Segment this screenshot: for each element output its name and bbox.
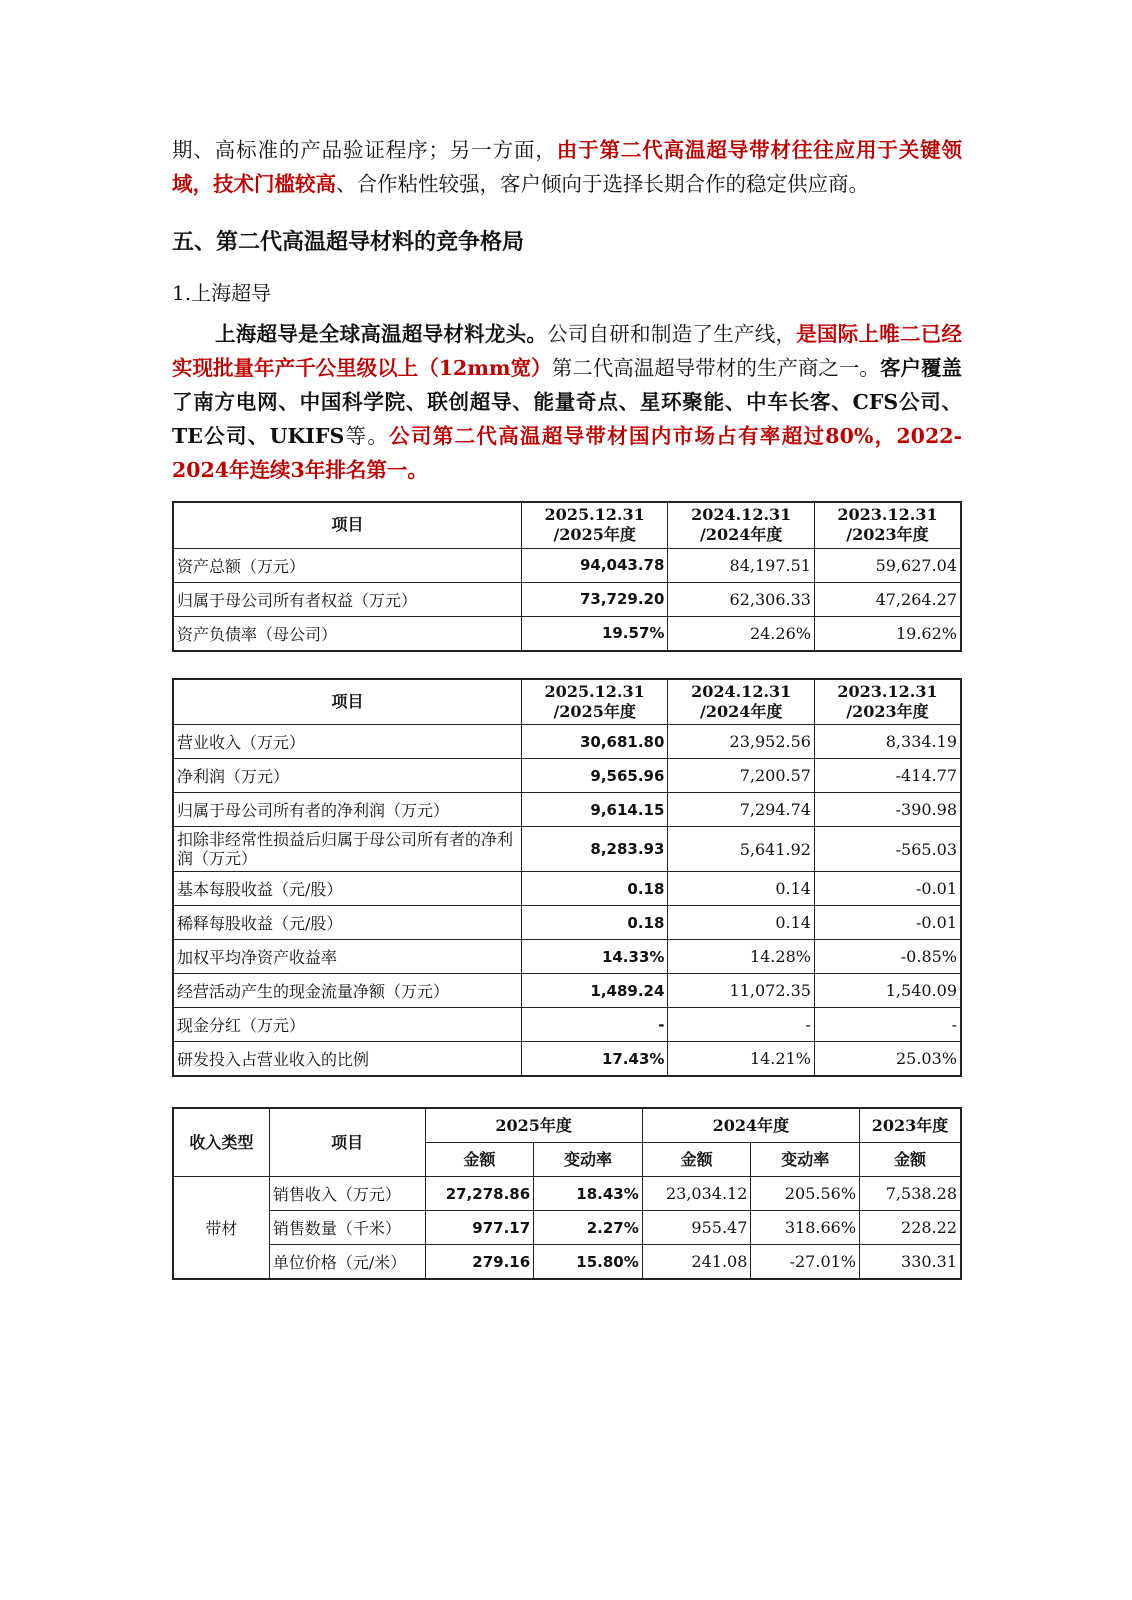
cell-2024: 24.26% bbox=[668, 616, 815, 651]
header-2024: 2024.12.31 /2024年度 bbox=[668, 502, 815, 548]
row-label: 营业收入（万元） bbox=[173, 725, 521, 759]
row-label: 单位价格（元/米） bbox=[269, 1245, 425, 1280]
table-row bbox=[173, 940, 961, 974]
header-item: 项目 bbox=[269, 1108, 425, 1177]
row-label: 现金分红（万元） bbox=[173, 1008, 521, 1042]
cell-2025: 9,614.15 bbox=[521, 793, 668, 827]
cell-2024: 23,952.56 bbox=[668, 725, 815, 759]
highlight-span: 是国际上唯二已经实现批量年产千公里级以上（12mm宽） bbox=[172, 322, 963, 380]
cell-2023: -565.03 bbox=[814, 827, 961, 872]
header-2023: 2023.12.31 /2023年度 bbox=[814, 679, 961, 725]
row-label: 归属于母公司所有者权益（万元） bbox=[173, 582, 521, 616]
table-row bbox=[173, 974, 961, 1008]
table-row bbox=[173, 1042, 961, 1077]
cell-2025: 8,283.93 bbox=[521, 827, 668, 872]
table-row bbox=[173, 548, 961, 582]
cell-2025: 14.33% bbox=[521, 940, 668, 974]
table-row bbox=[173, 582, 961, 616]
cell-2023: 25.03% bbox=[814, 1042, 961, 1077]
document-page bbox=[172, 133, 962, 1280]
row-label: 资产负债率（母公司） bbox=[173, 616, 521, 651]
cell-2023: 8,334.19 bbox=[814, 725, 961, 759]
section-heading: 五、第二代高温超导材料的竞争格局 bbox=[172, 230, 525, 255]
cell-2024: 0.14 bbox=[668, 872, 815, 906]
header-amount: 金额 bbox=[425, 1143, 534, 1177]
text-span: 公司自研和制造了生产线， bbox=[547, 322, 797, 346]
cell-2025-amount: 977.17 bbox=[425, 1211, 534, 1245]
text-span: 第二代高温超导带材的生产商之一。 bbox=[551, 356, 880, 380]
row-label: 归属于母公司所有者的净利润（万元） bbox=[173, 793, 521, 827]
table-row bbox=[173, 759, 961, 793]
header-2023: 2023年度 bbox=[860, 1108, 961, 1143]
cell-2025: 0.18 bbox=[521, 872, 668, 906]
cell-2025: 30,681.80 bbox=[521, 725, 668, 759]
cell-2024: 84,197.51 bbox=[668, 548, 815, 582]
table-row bbox=[173, 827, 961, 872]
header-2025: 2025.12.31 /2025年度 bbox=[521, 502, 668, 548]
cell-2023: -0.01 bbox=[814, 872, 961, 906]
cell-2024-rate: 205.56% bbox=[751, 1177, 860, 1211]
row-label: 扣除非经常性损益后归属于母公司所有者的净利润（万元） bbox=[173, 827, 521, 872]
header-amount: 金额 bbox=[642, 1143, 751, 1177]
cell-2024: 11,072.35 bbox=[668, 974, 815, 1008]
income-statement-table bbox=[172, 678, 962, 1078]
intro-paragraph bbox=[172, 133, 962, 201]
row-label: 净利润（万元） bbox=[173, 759, 521, 793]
cell-2025: 19.57% bbox=[521, 616, 668, 651]
cell-2023: -0.01 bbox=[814, 906, 961, 940]
table-row bbox=[173, 906, 961, 940]
cell-2024-rate: 318.66% bbox=[751, 1211, 860, 1245]
cell-2025: 73,729.20 bbox=[521, 582, 668, 616]
cell-2025-rate: 2.27% bbox=[534, 1211, 643, 1245]
header-2023: 2023.12.31 /2023年度 bbox=[814, 502, 961, 548]
table-header-row bbox=[173, 679, 961, 725]
row-label: 资产总额（万元） bbox=[173, 548, 521, 582]
cell-2024-rate: -27.01% bbox=[751, 1245, 860, 1280]
table-row bbox=[173, 725, 961, 759]
cell-2025-amount: 279.16 bbox=[425, 1245, 534, 1280]
cell-2024: 0.14 bbox=[668, 906, 815, 940]
header-2024: 2024.12.31 /2024年度 bbox=[668, 679, 815, 725]
table-row bbox=[173, 793, 961, 827]
balance-sheet-table bbox=[172, 501, 962, 652]
cell-2024: 14.28% bbox=[668, 940, 815, 974]
revenue-breakdown-table bbox=[172, 1107, 962, 1280]
bold-span: 客户覆盖了南方电网、中国科学院、联创超导、能量奇点、星环聚能、中车长客、CFS公司、TE公司、UKIFS bbox=[172, 356, 963, 448]
cell-2023-amount: 228.22 bbox=[860, 1211, 961, 1245]
header-income-type: 收入类型 bbox=[173, 1108, 269, 1177]
row-label: 稀释每股收益（元/股） bbox=[173, 906, 521, 940]
row-label: 基本每股收益（元/股） bbox=[173, 872, 521, 906]
header-2025: 2025年度 bbox=[425, 1108, 642, 1143]
header-2025: 2025.12.31 /2025年度 bbox=[521, 679, 668, 725]
cell-2023: 59,627.04 bbox=[814, 548, 961, 582]
cell-2024-amount: 955.47 bbox=[642, 1211, 751, 1245]
company-paragraph bbox=[172, 317, 962, 487]
header-item: 项目 bbox=[173, 502, 521, 548]
header-rate: 变动率 bbox=[751, 1143, 860, 1177]
header-amount: 金额 bbox=[860, 1143, 961, 1177]
text-span: 期、高标准的产品验证程序；另一方面， bbox=[172, 138, 557, 162]
cell-2024-amount: 23,034.12 bbox=[642, 1177, 751, 1211]
table-header-row bbox=[173, 1108, 961, 1143]
cell-2023-amount: 330.31 bbox=[860, 1245, 961, 1280]
cell-2025: - bbox=[521, 1008, 668, 1042]
cell-2025: 0.18 bbox=[521, 906, 668, 940]
row-label: 销售数量（千米） bbox=[269, 1211, 425, 1245]
cell-2023: 47,264.27 bbox=[814, 582, 961, 616]
cell-2025-rate: 15.80% bbox=[534, 1245, 643, 1280]
bold-span: 上海超导是全球高温超导材料龙头。 bbox=[215, 322, 548, 346]
header-item: 项目 bbox=[173, 679, 521, 725]
cell-2025: 9,565.96 bbox=[521, 759, 668, 793]
row-label: 加权平均净资产收益率 bbox=[173, 940, 521, 974]
row-label: 经营活动产生的现金流量净额（万元） bbox=[173, 974, 521, 1008]
cell-2024: 5,641.92 bbox=[668, 827, 815, 872]
table-row bbox=[173, 616, 961, 651]
table-header-row bbox=[173, 502, 961, 548]
header-2024: 2024年度 bbox=[642, 1108, 859, 1143]
table-row bbox=[173, 1177, 961, 1211]
text-span: 等。 bbox=[344, 424, 390, 448]
cell-2024: 14.21% bbox=[668, 1042, 815, 1077]
row-label: 研发投入占营业收入的比例 bbox=[173, 1042, 521, 1077]
cell-2024: - bbox=[668, 1008, 815, 1042]
cell-2023: 1,540.09 bbox=[814, 974, 961, 1008]
table-row bbox=[173, 1211, 961, 1245]
header-rate: 变动率 bbox=[534, 1143, 643, 1177]
cell-2023: - bbox=[814, 1008, 961, 1042]
cell-2023: -414.77 bbox=[814, 759, 961, 793]
table-row bbox=[173, 1008, 961, 1042]
cell-2025: 1,489.24 bbox=[521, 974, 668, 1008]
income-type-cell: 带材 bbox=[173, 1177, 269, 1280]
cell-2024: 7,294.74 bbox=[668, 793, 815, 827]
cell-2025: 17.43% bbox=[521, 1042, 668, 1077]
subsection-heading: 1.上海超导 bbox=[172, 281, 272, 305]
cell-2023: -390.98 bbox=[814, 793, 961, 827]
cell-2025-amount: 27,278.86 bbox=[425, 1177, 534, 1211]
table-row bbox=[173, 1245, 961, 1280]
highlight-span: 公司第二代高温超导带材国内市场占有率超过80%，2022-2024年连续3年排名第一。 bbox=[172, 424, 962, 482]
cell-2025: 94,043.78 bbox=[521, 548, 668, 582]
table-row bbox=[173, 872, 961, 906]
cell-2024: 7,200.57 bbox=[668, 759, 815, 793]
cell-2024: 62,306.33 bbox=[668, 582, 815, 616]
cell-2025-rate: 18.43% bbox=[534, 1177, 643, 1211]
cell-2023: 19.62% bbox=[814, 616, 961, 651]
row-label: 销售收入（万元） bbox=[269, 1177, 425, 1211]
cell-2023: -0.85% bbox=[814, 940, 961, 974]
cell-2023-amount: 7,538.28 bbox=[860, 1177, 961, 1211]
text-span: 、合作粘性较强，客户倾向于选择长期合作的稳定供应商。 bbox=[336, 172, 869, 196]
cell-2024-amount: 241.08 bbox=[642, 1245, 751, 1280]
highlight-span: 由于第二代高温超导带材往往应用于关键领域，技术门槛较高 bbox=[172, 138, 962, 196]
